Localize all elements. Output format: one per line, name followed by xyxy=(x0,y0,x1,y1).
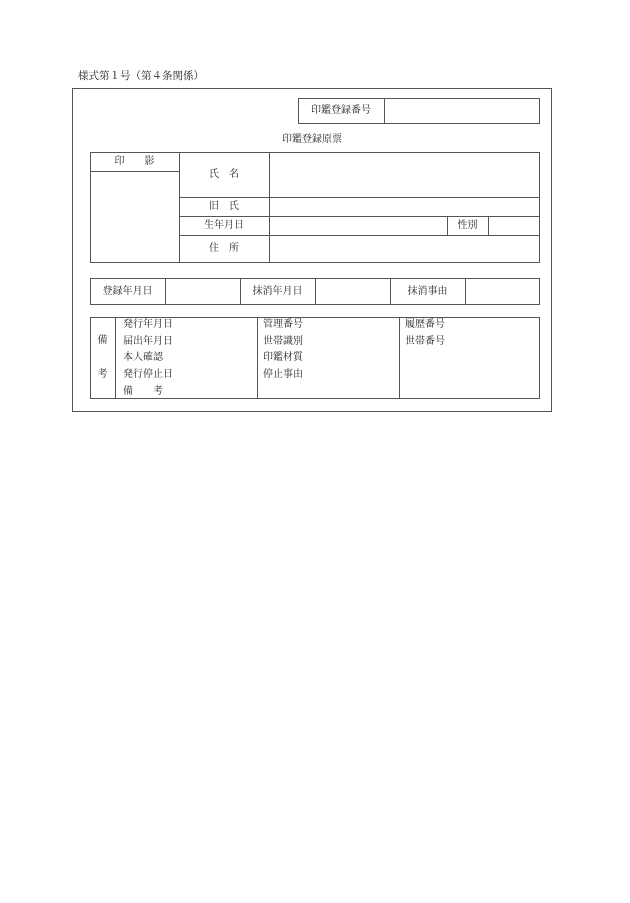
registration-number-label: 印鑑登録番号 xyxy=(311,105,371,116)
form-label: 様式第１号（第４条関係） xyxy=(78,70,204,82)
row-divider-3 xyxy=(179,235,540,236)
sex-divider-right xyxy=(488,216,489,235)
cancellation-date-label: 抹消年月日 xyxy=(252,286,303,297)
remarks-divider-2 xyxy=(257,317,258,399)
remarks-divider-3 xyxy=(399,317,400,399)
remarks-side-label-2: 考 xyxy=(97,369,108,380)
former-surname-label: 旧 氏 xyxy=(209,201,239,212)
row-divider-1 xyxy=(179,197,540,198)
dates-divider-3 xyxy=(315,278,316,305)
birthdate-label: 生年月日 xyxy=(204,220,244,231)
remarks-item: 届出年月日 xyxy=(123,336,173,347)
remarks-item: 管理番号 xyxy=(263,319,303,330)
seal-header-divider xyxy=(90,171,179,172)
remarks-item: 世帯識別 xyxy=(263,336,303,347)
dates-divider-5 xyxy=(465,278,466,305)
remarks-item: 停止事由 xyxy=(263,369,303,380)
registration-date-label: 登録年月日 xyxy=(102,286,153,297)
remarks-item: 印鑑材質 xyxy=(263,352,303,363)
remarks-side-label-1: 備 xyxy=(97,335,108,346)
cancellation-reason-label: 抹消事由 xyxy=(407,286,448,297)
form-title: 印鑑登録原票 xyxy=(282,134,342,145)
remarks-item: 発行停止日 xyxy=(123,369,173,380)
remarks-divider-1 xyxy=(115,317,116,399)
row-divider-2 xyxy=(179,216,540,217)
dates-divider-1 xyxy=(165,278,166,305)
remarks-item: 発行年月日 xyxy=(123,319,173,330)
sex-label: 性別 xyxy=(457,220,478,231)
remarks-item: 履歴番号 xyxy=(405,319,445,330)
remarks-item: 世帯番号 xyxy=(405,336,445,347)
seal-impression-label: 印 影 xyxy=(114,156,155,167)
address-label: 住 所 xyxy=(209,243,239,254)
remarks-item: 本人確認 xyxy=(123,352,163,363)
registration-number-divider xyxy=(384,98,385,124)
seal-impression-area[interactable] xyxy=(92,173,178,261)
remarks-item: 備 考 xyxy=(123,386,163,397)
name-label: 氏 名 xyxy=(209,169,239,180)
label-column-divider xyxy=(269,152,270,263)
